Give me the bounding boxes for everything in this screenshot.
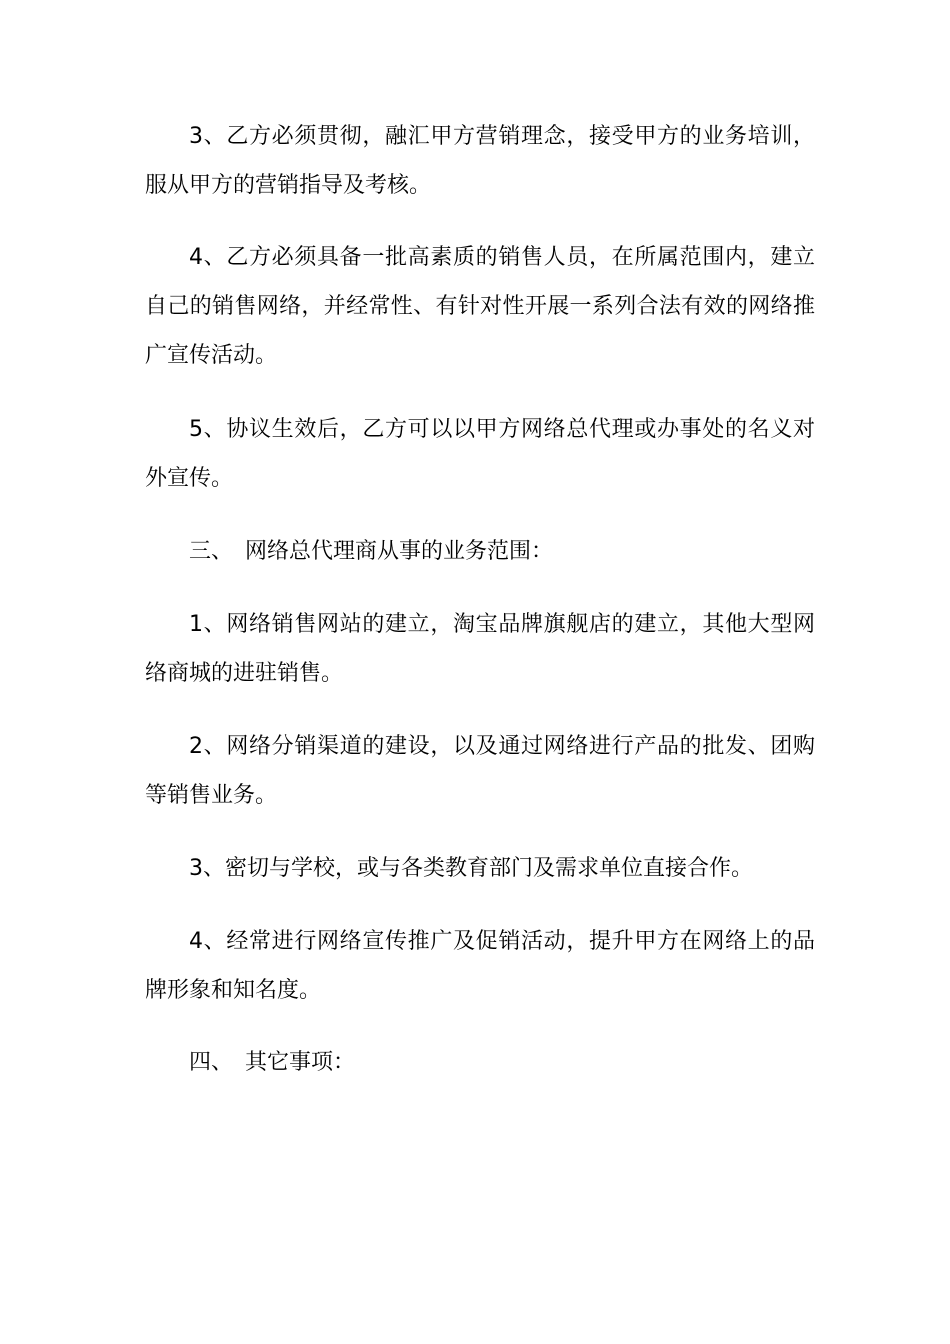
section-number: 三、 (189, 539, 234, 564)
section-title: 网络总代理商从事的业务范围： (245, 539, 554, 564)
paragraph-scope-1: 1、网络销售网站的建立，淘宝品牌旗舰店的建立，其他大型网络商城的进驻销售。 (145, 612, 815, 686)
paragraph-obligation-4: 4、乙方必须具备一批高素质的销售人员，在所属范围内，建立自己的销售网络，并经常性、有针对性开展一系列合法有效的网络推广宣传活动。 (145, 245, 815, 368)
paragraph-obligation-3: 3、乙方必须贯彻，融汇甲方营销理念，接受甲方的业务培训，服从甲方的营销指导及考核。 (145, 124, 815, 198)
paragraph-scope-2: 2、网络分销渠道的建设，以及通过网络进行产品的批发、团购等销售业务。 (145, 734, 815, 808)
paragraph-scope-4: 4、经常进行网络宣传推广及促销活动，提升甲方在网络上的品牌形象和知名度。 (145, 929, 815, 1003)
section-number: 四、 (189, 1050, 234, 1075)
section-heading-4 (145, 1038, 815, 1087)
section-title: 其它事项： (245, 1050, 356, 1075)
paragraph-obligation-5: 5、协议生效后，乙方可以以甲方网络总代理或办事处的名义对外宣传。 (145, 417, 815, 491)
section-heading-3 (145, 527, 815, 576)
paragraph-scope-3: 3、密切与学校，或与各类教育部门及需求单位直接合作。 (189, 856, 753, 881)
